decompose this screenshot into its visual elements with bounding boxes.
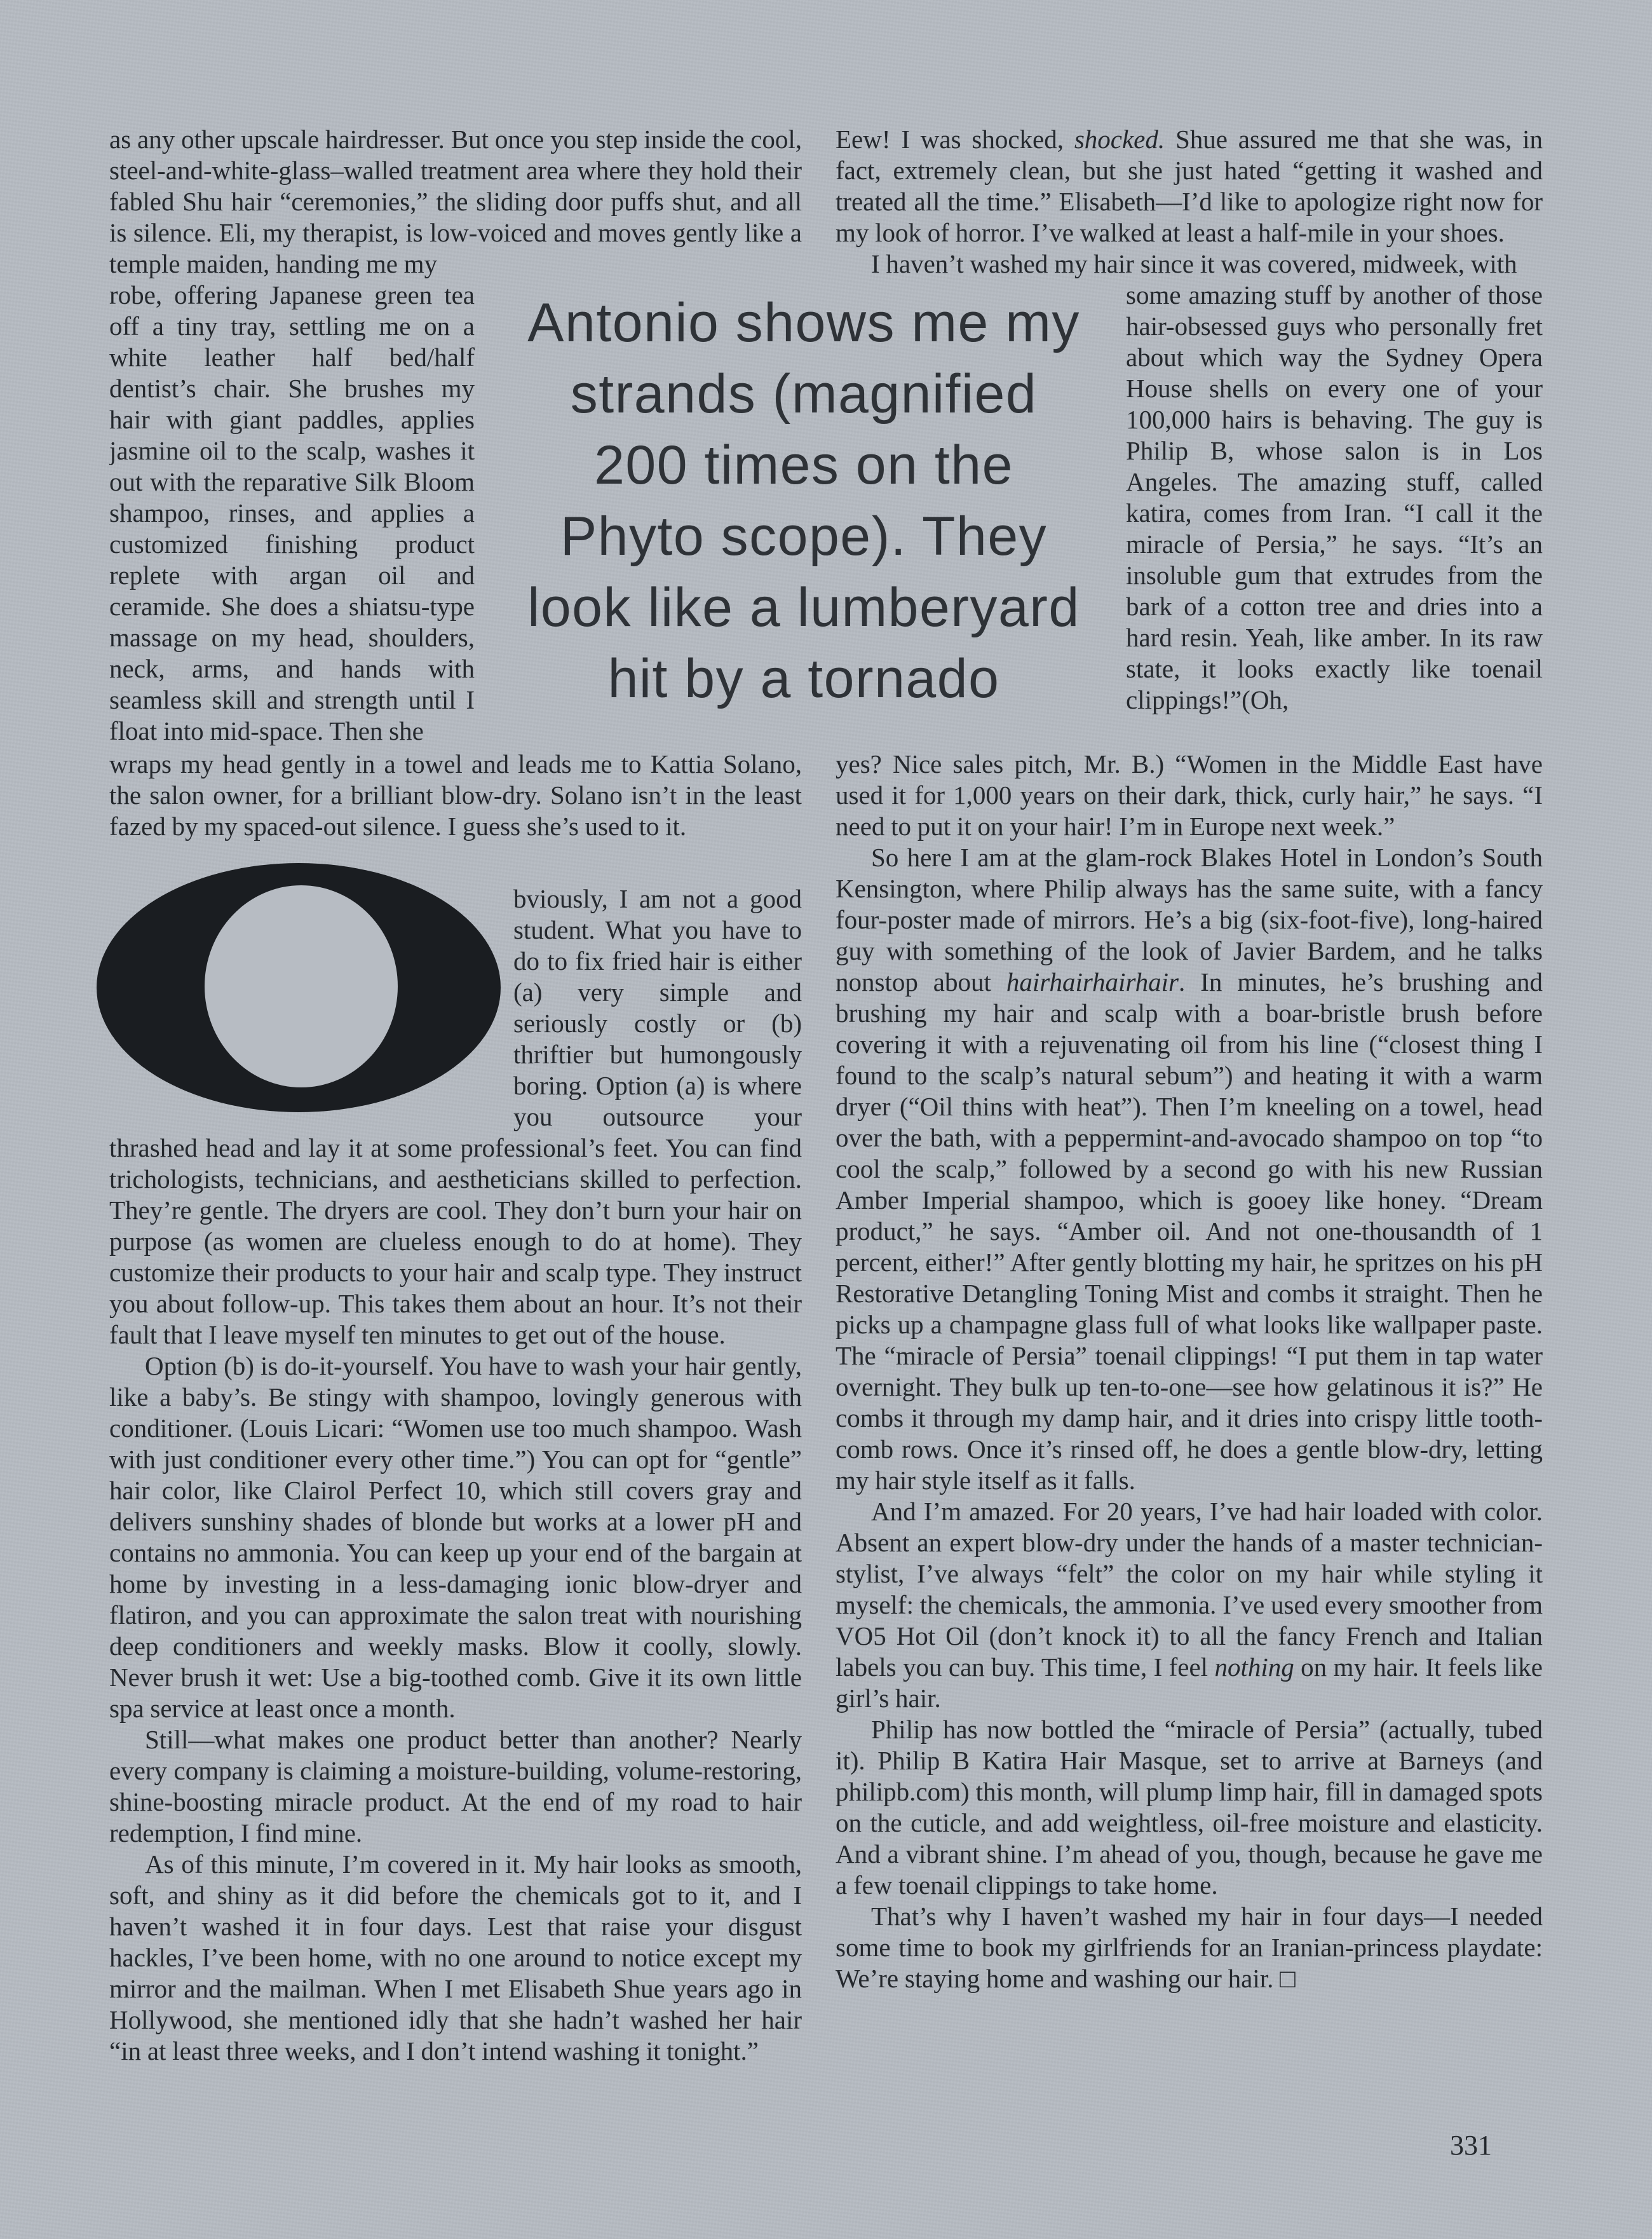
- pull-quote-line: Antonio shows me my: [527, 292, 1080, 353]
- right-column-narrow: [1126, 280, 1543, 750]
- body-text: some amazing stuff by another of those hair-obsessed guys who personally fret about which way the Sydney Opera House shells on every one of your 100,000 hairs is behaving. The guy is Philip B, whose salon is in Los Angeles. The amazing stuff, called katira, comes from Iran. “I call it the miracle of Persia,” he says. “It’s an insoluble gum that extrudes from the bark of a cotton tree and dries into a hard resin. Yeah, like amber. In its raw state, it looks exactly like toenail clippings!”(Oh,: [1126, 280, 1543, 714]
- pull-quote: [467, 287, 1141, 714]
- body-text: I haven’t washed my hair since it was covered, midweek, with: [871, 249, 1517, 278]
- page-number: 331: [1450, 2130, 1492, 2161]
- pull-quote-line: look like a lumberyard: [527, 577, 1080, 638]
- right-column-lower: [836, 749, 1543, 1994]
- pull-quote-line: Phyto scope). They: [560, 506, 1048, 567]
- drop-cap-paragraph: [109, 883, 802, 1351]
- still-paragraph: Still—what makes one product better than another? Nearly every company is claiming a moisture-building, volume-restoring, shine-boosting miracle product. At the end of my road to hair redemption, I find mine.: [109, 1725, 802, 1848]
- body-text: robe, offering Japanese green tea off a tiny tray, settling me on a white leather half bed/half dentist’s chair. She brushes my hair with giant paddles, applies jasmine oil to the scalp, washes it out with the reparative Silk Bloom shampoo, rinses, and applies a customized finishing product replete with argan oil and ceramide. She does a shiatsu-type massage on my head, shoulders, neck, arms, and hands with seamless skill and strength until I float into mid-space. Then she: [109, 280, 475, 745]
- body-text: yes? Nice sales pitch, Mr. B.) “Women in the Middle East have used it for 1,000 years on their dark, thick, curly hair,” he says. “I need to put it on your hair! I’m in Europe next week.”: [836, 749, 1543, 841]
- pull-quote-line: hit by a tornado: [607, 648, 1000, 709]
- pull-quote-line: strands (magnified: [570, 364, 1038, 425]
- blakes-paragraph: So here I am at the glam-rock Blakes Hotel in London’s South Kensington, where Philip always has the same suite, with a fancy four-poster made of mirrors. He’s a big (six-foot-five), long-haired guy with something of the look of Javier Bardem, and he talks nonstop about hairhairhairhair. In minutes, he’s brushing and brushing my hair and scalp with a boar-bristle brush before covering it with a rejuvenating oil from his line (“closest thing I found to the scalp’s natural sebum”) and heating it with a warm dryer (“Oil thins with heat”). Then I’m kneeling on a towel, head over the bath, with a peppermint-and-avocado shampoo on top “to cool the scalp,” followed by a second go with his new Russian Amber Imperial shampoo, which is gooey like honey. “Dream product,” he says. “Amber oil. And not one-thousandth of 1 percent, either!” After gently blotting my hair, he spritzes on his pH Restorative Detangling Toning Mist and combs it straight. Then he picks up a champagne glass full of what looks like wallpaper paste. The “miracle of Persia” toenail clippings! “I put them in tap water overnight. They bulk up ten-to-one—see how gelatinous it is?” He combs it through my damp hair, and it dries into crispy little tooth-comb rows. Once it’s rinsed off, he does a gentle blow-dry, letting my hair style itself as it falls.: [836, 843, 1543, 1495]
- amazed-paragraph: And I’m amazed. For 20 years, I’ve had hair loaded with color. Absent an expert blow-dry under the hands of a master technician-stylist, I’ve always “felt” the color on my hair while styling it myself: the chemicals, the ammonia. I’ve used every smoother from VO5 Hot Oil (don’t knock it) to all the fancy French and Italian labels you can buy. This time, I feel nothing on my hair. It feels like girl’s hair.: [836, 1497, 1543, 1713]
- left-column-lower: [109, 883, 802, 2067]
- left-column-intro-narrow: [109, 280, 475, 750]
- left-column-intro-end: [109, 749, 802, 844]
- bottled-paragraph: Philip has now bottled the “miracle of Persia” (actually, tubed it). Philip B Katira Hair Masque, set to arrive at Barneys (and philipb.com) this month, will plump limp hair, fill in damaged spots on the cuticle, and add weightless, oil-free moisture and elasticity. And a vibrant shine. I’m ahead of you, though, because he gave me a few toenail clippings to take home.: [836, 1715, 1543, 1900]
- eew-paragraph: Eew! I was shocked, shocked. Shue assured me that she was, in fact, extremely clean, but she just hated “getting it washed and treated all the time.” Elisabeth—I’d like to apologize right now for my look of horror. I’ve walked at least a half-mile in your shoes.: [836, 125, 1543, 247]
- body-text: wraps my head gently in a towel and leads me to Kattia Solano, the salon owner, for a brilliant blow-dry. Solano isn’t in the least fazed by my spaced-out silence. I guess she’s used to it.: [109, 749, 802, 841]
- body-text: as any other upscale hairdresser. But once you step inside the cool, steel-and-white-glass–walled treatment area where they hold their fabled Shu hair “ceremonies,” the sliding door puffs shut, and all is silence. Eli, my therapist, is low-voiced and moves gently like a temple maiden, handing me my: [109, 125, 802, 278]
- drop-cap-o: [95, 862, 502, 1113]
- body-text: bviously, I am not a good student. What you have to do to fix fried hair is either (a) very simple and seriously costly or (b) thriftier but humongously boring. Option (a) is where you outsource your thrashed head and lay it at some professional’s feet. You can find trichologists, technicians, and aestheticians skilled to perfection. They’re gentle. The dryers are cool. They don’t burn your hair on purpose (as women are clueless enough to do at home). They customize their products to your hair and scalp type. They instruct you about follow-up. This takes them about an hour. It’s not their fault that I leave myself ten minutes to get out of the house.: [109, 884, 802, 1349]
- closing-paragraph: That’s why I haven’t washed my hair in four days—I needed some time to book my girlfriends for an Iranian-princess playdate: We’re staying home and washing our hair. □: [836, 1902, 1543, 1993]
- as-of-paragraph: As of this minute, I’m covered in it. My hair looks as smooth, soft, and shiny as it did before the chemicals got to it, and I haven’t washed it in four days. Lest that raise your disgust hackles, I’ve been home, with no one around to notice except my mirror and the mailman. When I met Elisabeth Shue years ago in Hollywood, she mentioned idly that she hadn’t washed her hair “in at least three weeks, and I don’t intend washing it tonight.”: [109, 1849, 802, 2065]
- right-column-intro-wide: [836, 124, 1543, 280]
- option-b-paragraph: Option (b) is do-it-yourself. You have to wash your hair gently, like a baby’s. Be stingy with shampoo, lovingly generous with conditioner. (Louis Licari: “Women use too much shampoo. Wash with just conditioner every other time.”) You can opt for “gentle” hair color, like Clairol Perfect 10, which still covers gray and delivers sunshiny shades of blonde but works at a lower pH and contains no ammonia. You can keep up your end of the bargain at home by investing in a less-damaging ionic blow-dryer and flatiron, and you can approximate the salon treat with nourishing deep conditioners and weekly masks. Blow it coolly, slowly. Never brush it wet: Use a big-toothed comb. Give it its own little spa service at least once a month.: [109, 1351, 802, 1723]
- pull-quote-line: 200 times on the: [594, 435, 1013, 496]
- left-column-intro-wide: [109, 124, 802, 280]
